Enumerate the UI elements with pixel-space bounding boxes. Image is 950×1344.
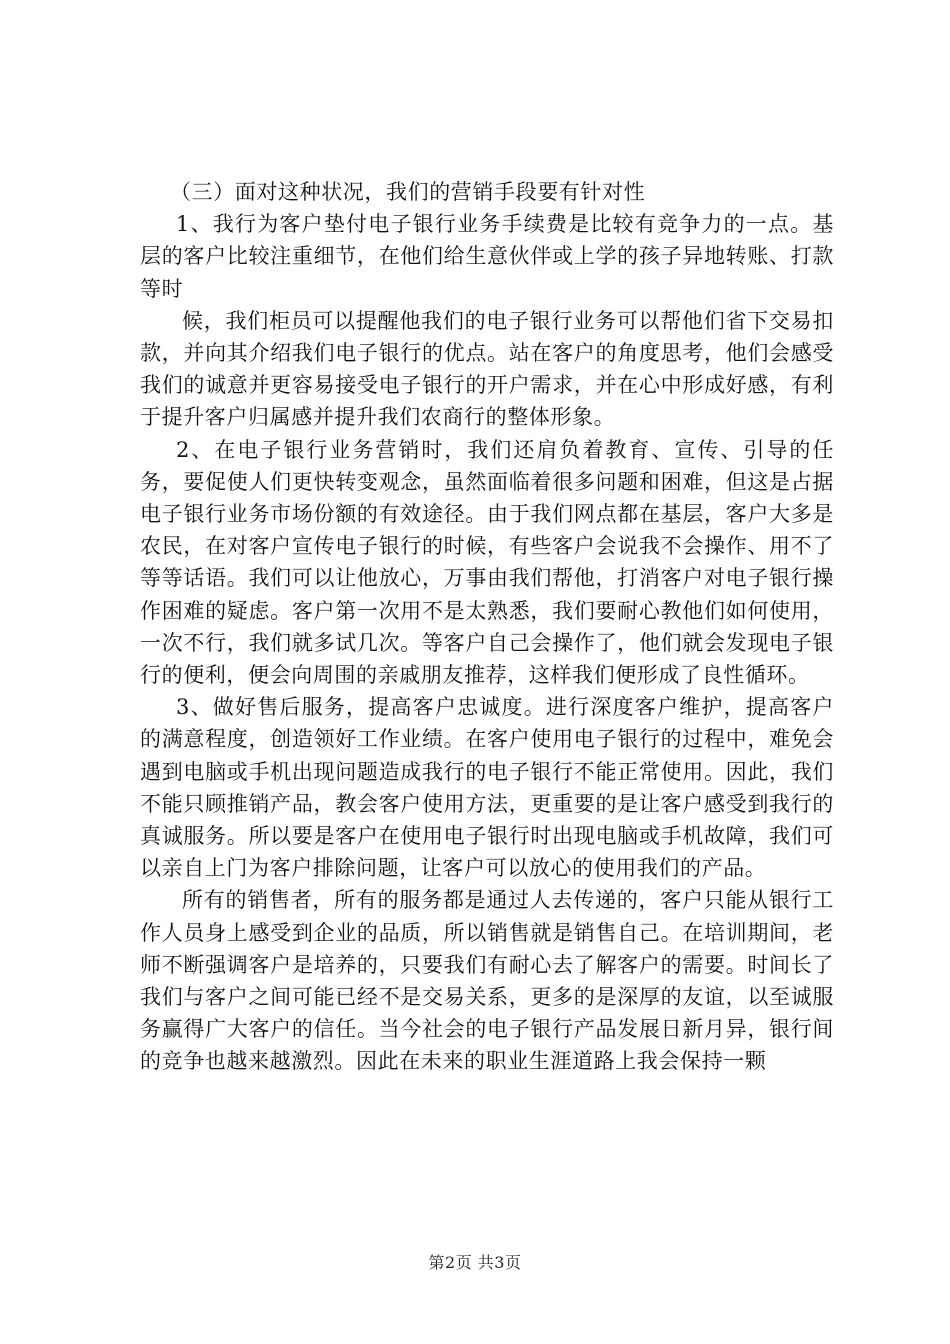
paragraph-4: 3、做好售后服务，提高客户忠诚度。进行深度客户维护，提高客户的满意程度，创造领好工作业绩。在客户使用电子银行的过程中，难免会遇到电脑或手机出现问题造成我行的电子银行不能正常使用。因此，我们不能只顾推销产品，教会客户使用方法，更重要的是让客户感受到我行的真诚服务。所以要是客户在使用电子银行时出现电脑或手机故障，我们可以亲自上门为客户排除问题，让客户可以放心的使用我们的产品。 (140, 695, 834, 881)
section-heading: （三）面对这种状况，我们的营销手段要有针对性 (170, 180, 646, 204)
page-footer: 第2页 共3页 (428, 1253, 522, 1272)
document-body (140, 176, 834, 1078)
paragraph-1: 1、我行为客户垫付电子银行业务手续费是比较有竞争力的一点。基层的客户比较注重细节，在他们给生意伙伴或上学的孩子异地转账、打款等时 (140, 212, 834, 301)
paragraph-5: 所有的销售者，所有的服务都是通过人去传递的，客户只能从银行工作人员身上感受到企业的品质，所以销售就是销售自己。在培训期间，老师不断强调客户是培养的，只要我们有耐心去了解客户的需要。时间长了我们与客户之间可能已经不是交易关系，更多的是深厚的友谊，以至诚服务赢得广大客户的信任。当今社会的电子银行产品发展日新月异，银行间的竞争也越来越激烈。因此在未来的职业生涯道路上我会保持一颗 (140, 888, 834, 1074)
paragraph-3: 2、在电子银行业务营销时，我们还肩负着教育、宣传、引导的任务，要促使人们更快转变观念，虽然面临着很多问题和困难，但这是占据电子银行业务市场份额的有效途径。由于我们网点都在基层，客户大多是农民，在对客户宣传电子银行的时候，有些客户会说我不会操作、用不了等等话语。我们可以让他放心，万事由我们帮他，打消客户对电子银行操作困难的疑虑。客户第一次用不是太熟悉，我们要耐心教他们如何使用，一次不行，我们就多试几次。等客户自己会操作了，他们就会发现电子银行的便利，便会向周围的亲戚朋友推荐，这样我们便形成了良性循环。 (140, 437, 834, 688)
paragraph-2: 候，我们柜员可以提醒他我们的电子银行业务可以帮他们省下交易扣款，并向其介绍我们电子银行的优点。站在客户的角度思考，他们会感受我们的诚意并更容易接受电子银行的开户需求，并在心中形成好感，有利于提升客户归属感并提升我们农商行的整体形象。 (140, 308, 834, 430)
